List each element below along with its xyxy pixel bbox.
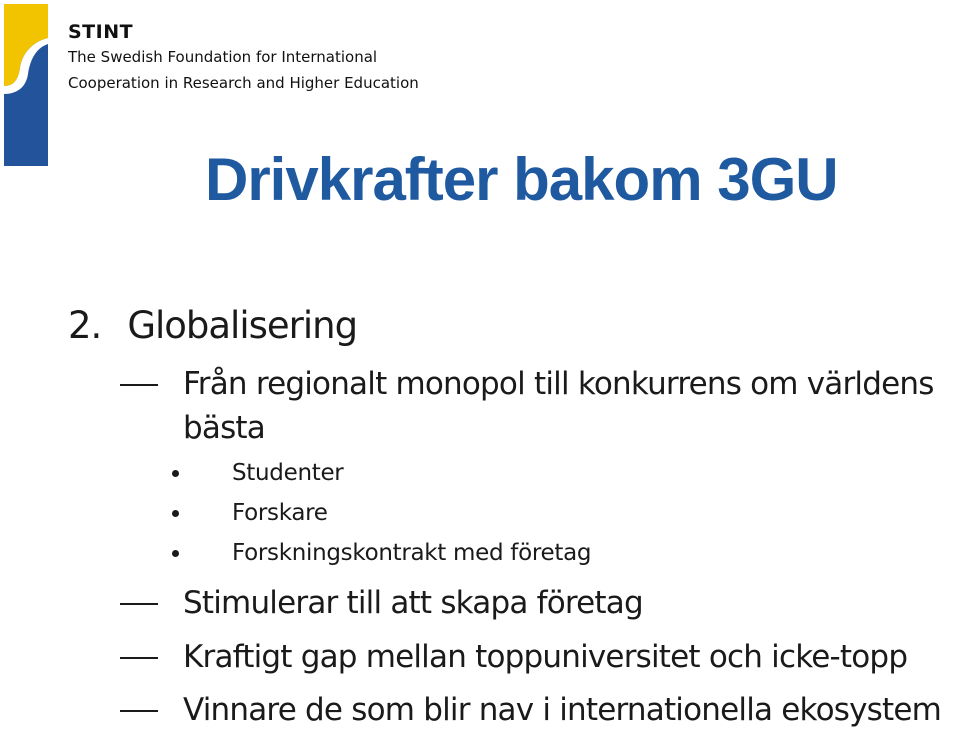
section-heading: [68, 302, 357, 350]
logo-tagline-2: Cooperation in Research and Higher Education: [68, 74, 419, 92]
point-3: Kraftigt gap mellan toppuniversitet och icke-topp: [183, 639, 908, 675]
stint-logo-icon: [4, 4, 48, 166]
bullet-1: [172, 470, 179, 477]
point-1-line-1: Från regionalt monopol till konkurrens om världens: [183, 366, 934, 402]
section-label: Globalisering: [127, 304, 358, 347]
dash-marker-2: [120, 603, 158, 605]
dash-marker-3: [120, 657, 158, 659]
section-number: 2.: [68, 304, 102, 347]
point-2: Stimulerar till att skapa företag: [183, 585, 643, 621]
point-4: Vinnare de som blir nav i internationella ekosystem: [183, 692, 942, 728]
dash-marker-4: [120, 710, 158, 712]
dash-marker-1: [120, 384, 158, 386]
sub-point-3: Forskningskontrakt med företag: [232, 540, 592, 566]
logo-tagline-1: The Swedish Foundation for International: [68, 48, 378, 66]
sub-point-1: Studenter: [232, 460, 344, 486]
bullet-2: [172, 510, 179, 517]
point-1-line-2: bästa: [183, 410, 265, 446]
sub-point-2: Forskare: [232, 500, 328, 526]
slide-title: Drivkrafter bakom 3GU: [205, 146, 838, 213]
logo-name: STINT: [68, 21, 134, 43]
stint-logo-text: [68, 20, 419, 96]
bullet-3: [172, 550, 179, 557]
